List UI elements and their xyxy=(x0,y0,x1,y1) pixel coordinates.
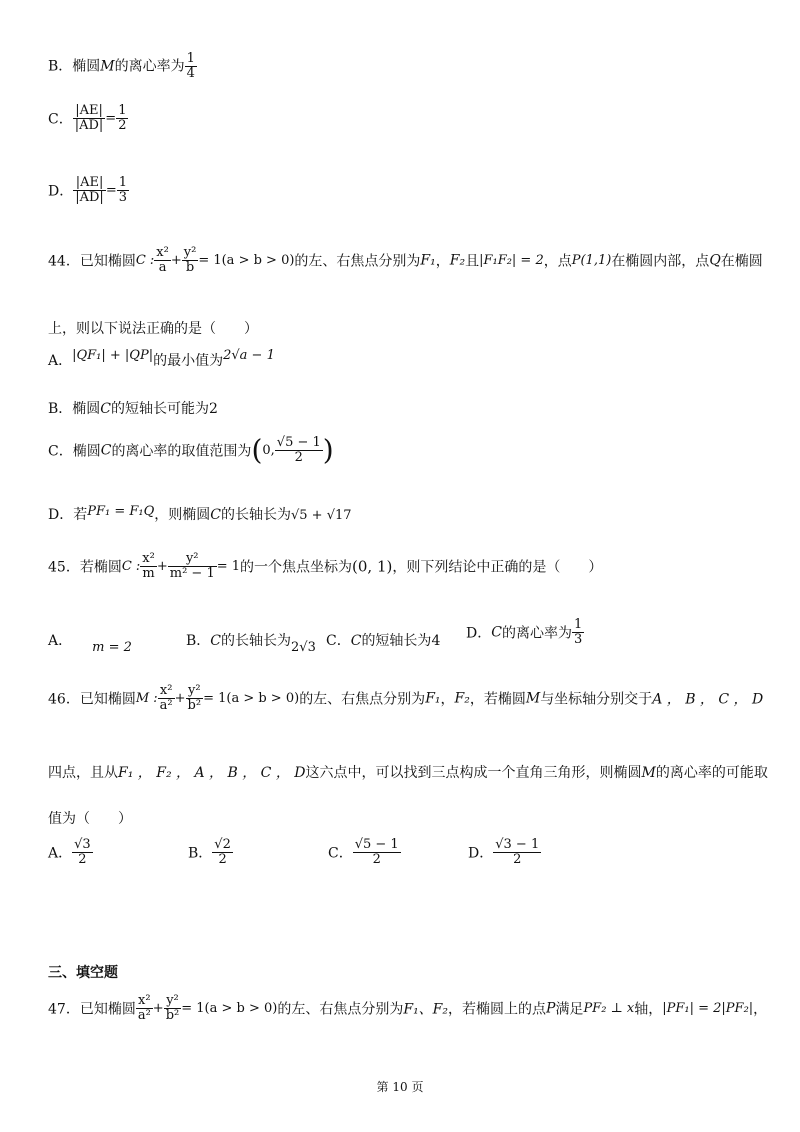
q46-option-d: D． $\frac{√3 - 1}{2}$ xyxy=(468,837,540,867)
page-number: 第 10 页 xyxy=(376,1080,424,1094)
q45-option-a: A． m = 2 xyxy=(48,633,132,655)
q45-option-c: C．C的短轴长为4 xyxy=(326,633,441,649)
q45-stem: 45．若椭圆C : $\frac{\text{x²}}{m}$ + $\frac{\text{y²}}{\text{m² − 1}}$ = 1的一个焦点坐标为(0, 1)，则下列结论中正确的是（ ） xyxy=(48,551,603,581)
q43-option-d: D． $\frac{|AE|}{|AD|}$ = $\frac{1}{3}$ xyxy=(48,175,127,205)
fraction: $\frac{\text{x²}}{\text{a²}}$ xyxy=(159,683,173,713)
fraction: $\frac{1}{3}$ xyxy=(118,175,127,205)
q45-option-b: B．C的长轴长为2√3 xyxy=(186,633,316,655)
q44-stem-line2: 上，则以下说法正确的是（ ） xyxy=(48,321,258,337)
q46-options xyxy=(48,838,768,878)
fraction: $\frac{\text{x²}}{m}$ xyxy=(142,551,155,581)
q46-option-b: B． $\frac{√2}{2}$ xyxy=(188,837,231,867)
fraction: $\frac{\text{y²}}{\text{b²}}$ xyxy=(187,683,202,713)
q46-option-a: A． $\frac{√3}{2}$ xyxy=(48,837,91,867)
q44-option-a: A．|QF₁| + |QP|的最小值为2√a − 1 xyxy=(48,348,275,369)
fraction: $\frac{\text{y²}}{\text{m² − 1}}$ xyxy=(169,551,215,581)
q44-stem: 44．已知椭圆C : $\frac{\text{x²}}{a}$ + $\frac{\text{y²}}{b}$ = 1(a > b > 0)的左、右焦点分别为F₁，F₂且|F₁F₂| = 2，点P(1,1)在椭圆内部，点Q在椭圆 xyxy=(48,245,763,275)
section-title: 三、填空题 xyxy=(48,965,118,981)
fraction: $\frac{√5 - 1}{2}$ xyxy=(354,837,399,867)
fraction: $\frac{|AE|}{|AD|}$ xyxy=(74,103,104,133)
q46-option-c: C． $\frac{√5 - 1}{2}$ xyxy=(328,837,399,867)
fraction: $\frac{√3}{2}$ xyxy=(74,837,91,867)
q45-options xyxy=(48,617,768,655)
q44-option-c: C．椭圆C的离心率的取值范围为(0, $\frac{√5 - 1}{2}$ ) xyxy=(48,433,334,467)
q46-stem-line3: 值为（ ） xyxy=(48,811,132,827)
q44-option-d: D．若PF₁ = F₁Q，则椭圆C的长轴长为√5 + √17 xyxy=(48,504,352,523)
fraction: $\frac{\text{x²}}{\text{a²}}$ xyxy=(137,993,151,1023)
fraction: $\frac{1}{3}$ xyxy=(573,617,583,647)
fraction: $\frac{|AE|}{|AD|}$ xyxy=(75,175,104,205)
q47-stem: 47．已知椭圆 $\frac{\text{x²}}{\text{a²}}$ + $\frac{\text{y²}}{\text{b²}}$ = 1(a > b > 0)的左、右焦点分别为F₁、F₂，若椭圆上的点P满足PF₂ ⊥ x轴，|PF₁| = 2|PF₂|， xyxy=(48,993,768,1023)
q46-stem-line2: 四点，且从F₁ ， F₂ ， A ， B ， C ， D这六点中，可以找到三点构成一个直角三角形，则椭圆M的离心率的可能取 xyxy=(48,765,768,781)
q45-option-d: D．C的离心率为 $\frac{1}{3}$ xyxy=(466,617,583,647)
fraction: $\frac{√5 - 1}{2}$ xyxy=(276,435,321,465)
fraction: $\frac{1}{2}$ xyxy=(118,103,127,133)
fraction: $\frac{√3 - 1}{2}$ xyxy=(495,837,540,867)
q46-stem: 46．已知椭圆M : $\frac{\text{x²}}{\text{a²}}$ + $\frac{\text{y²}}{\text{b²}}$ = 1(a > b > 0)的左、右焦点分别为F₁，F₂，若椭圆M与坐标轴分别交于A ， B ， C ， D xyxy=(48,683,764,713)
fraction: $\frac{√2}{2}$ xyxy=(214,837,231,867)
fraction: $\frac{1}{4}$ xyxy=(186,51,195,81)
q43-option-c: C． $\frac{|AE|}{|AD|}$ = $\frac{1}{2}$ xyxy=(48,103,127,133)
fraction: $\frac{\text{x²}}{a}$ xyxy=(156,245,169,275)
q43-option-b: B．椭圆M的离心率为 $\frac{1}{4}$ xyxy=(48,51,195,81)
q44-option-b: B．椭圆C的短轴长可能为2 xyxy=(48,401,218,417)
fraction: $\frac{\text{y²}}{b}$ xyxy=(183,245,197,275)
fraction: $\frac{\text{y²}}{\text{b²}}$ xyxy=(165,993,180,1023)
